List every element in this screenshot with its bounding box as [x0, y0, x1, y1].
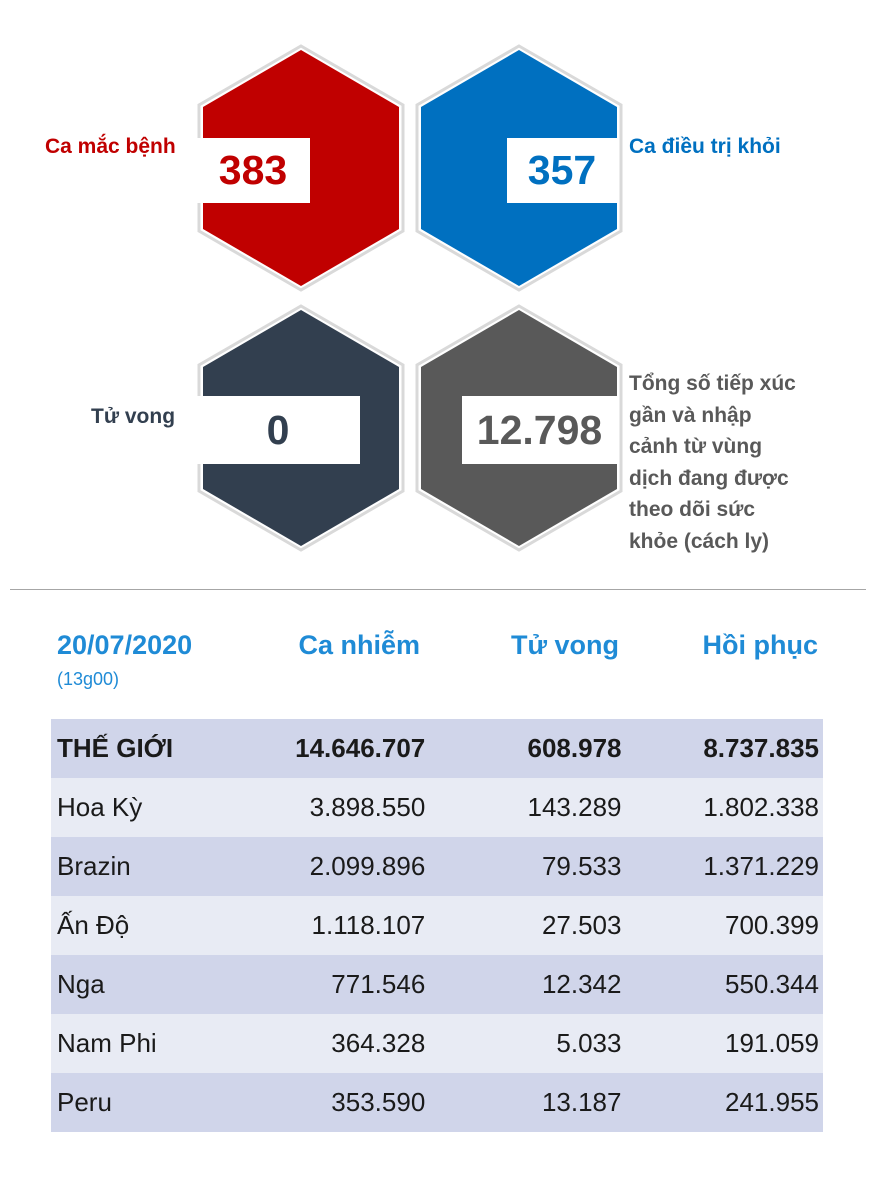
- quarantine-label: [629, 368, 796, 557]
- section-divider: [10, 589, 866, 590]
- quarantine-value-box: [462, 396, 617, 464]
- cases-cell: 364.328: [206, 1014, 429, 1073]
- deaths-cell: 143.289: [429, 778, 625, 837]
- quarantine-label-line: gần và nhập: [629, 403, 752, 427]
- deaths-cell: 13.187: [429, 1073, 625, 1132]
- table-row-world: [51, 719, 823, 778]
- recovered-cell: 1.371.229: [625, 837, 823, 896]
- quarantine-label-line: Tổng số tiếp xúc: [629, 372, 796, 395]
- country-name: Nam Phi: [51, 1014, 206, 1073]
- country-name: Nga: [51, 955, 206, 1014]
- cases-cell: 353.590: [206, 1073, 429, 1132]
- deaths-cell: 12.342: [429, 955, 625, 1014]
- deaths-label: Tử vong: [91, 405, 176, 428]
- deaths-cell: 27.503: [429, 896, 625, 955]
- quarantine-label-line: theo dõi sức: [629, 498, 756, 521]
- cases-value-box: [196, 138, 310, 203]
- recovered-cell: 191.059: [625, 1014, 823, 1073]
- cases-value: 383: [218, 147, 288, 193]
- table-date: 20/07/2020: [57, 630, 193, 660]
- country-name: Hoa Kỳ: [51, 778, 206, 837]
- table-row: [51, 1014, 823, 1073]
- quarantine-label-line: khỏe (cách ly): [629, 529, 770, 553]
- cases-cell: 14.646.707: [206, 719, 429, 778]
- deaths-cell: 79.533: [429, 837, 625, 896]
- recovered-value-box: [507, 138, 617, 203]
- table-time: (13g00): [57, 669, 120, 689]
- table-row: [51, 896, 823, 955]
- header-cases: Ca nhiễm: [298, 630, 420, 660]
- table-row: [51, 1073, 823, 1132]
- cases-cell: 1.118.107: [206, 896, 429, 955]
- covid-table: [51, 719, 823, 1132]
- deaths-value: 0: [266, 406, 290, 453]
- table-row: [51, 955, 823, 1014]
- country-name: Brazin: [51, 837, 206, 896]
- quarantine-label-line: cảnh từ vùng: [629, 435, 763, 458]
- cases-label: Ca mắc bệnh: [45, 135, 176, 158]
- header-deaths: Tử vong: [510, 630, 619, 660]
- table-row: [51, 837, 823, 896]
- cases-cell: 3.898.550: [206, 778, 429, 837]
- header-recovered: Hồi phục: [702, 630, 818, 660]
- deaths-cell: 608.978: [429, 719, 625, 778]
- recovered-value: 357: [527, 147, 597, 193]
- quarantine-value: 12.798: [476, 406, 603, 453]
- cases-cell: 771.546: [206, 955, 429, 1014]
- recovered-cell: 550.344: [625, 955, 823, 1014]
- recovered-cell: 1.802.338: [625, 778, 823, 837]
- country-name: Peru: [51, 1073, 206, 1132]
- recovered-cell: 8.737.835: [625, 719, 823, 778]
- table-row: [51, 778, 823, 837]
- recovered-label: Ca điều trị khỏi: [629, 135, 781, 158]
- quarantine-label-line: dịch đang được: [629, 466, 789, 490]
- country-name: Ấn Độ: [51, 896, 206, 955]
- deaths-value-box: [196, 396, 360, 464]
- deaths-cell: 5.033: [429, 1014, 625, 1073]
- cases-cell: 2.099.896: [206, 837, 429, 896]
- country-name: THẾ GIỚI: [51, 719, 206, 778]
- recovered-cell: 241.955: [625, 1073, 823, 1132]
- recovered-cell: 700.399: [625, 896, 823, 955]
